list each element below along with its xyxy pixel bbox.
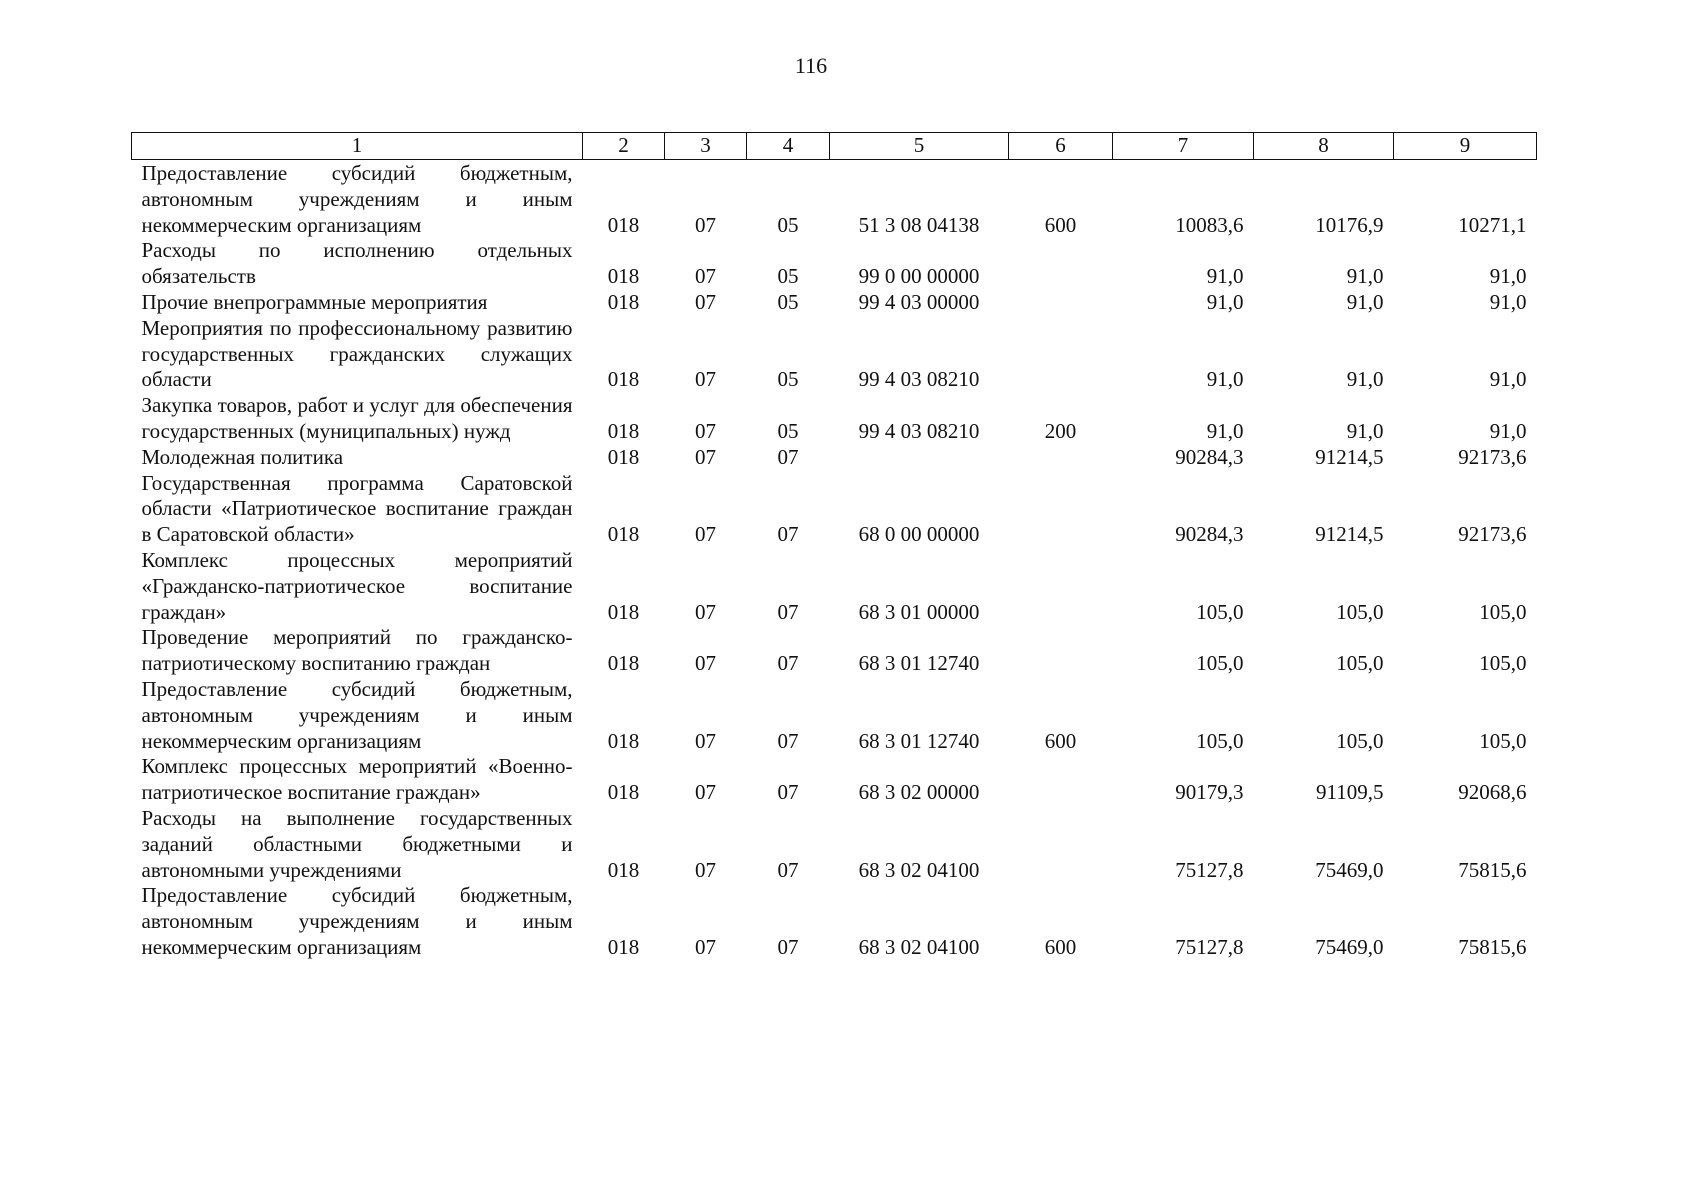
header-col-8: 8	[1254, 133, 1394, 160]
row-expense-type	[1009, 625, 1113, 677]
row-subsection: 07	[777, 934, 799, 959]
row-name: Предоставление субсидий бюджетным, автономным учреждениям и иным некоммерческим организациям	[141, 883, 573, 959]
row-amount-col-8: 10176,9	[1315, 212, 1384, 237]
row-amount-col-8: 91,0	[1346, 289, 1384, 314]
row-expense-type	[1009, 316, 1113, 393]
row-amount-col-8: 91214,5	[1315, 444, 1384, 469]
row-target-article: 68 3 02 00000	[858, 780, 980, 805]
row-amount-col-7: 105,0	[1196, 599, 1244, 624]
page-number: 116	[794, 53, 828, 78]
row-expense-type	[1009, 445, 1113, 471]
row-amount-col-7: 91,0	[1206, 264, 1244, 289]
header-col-4: 4	[747, 133, 830, 160]
row-target-article: 99 4 03 08210	[858, 367, 980, 392]
row-amount-col-8: 105,0	[1336, 599, 1384, 624]
row-section: 07	[695, 780, 716, 805]
row-amount-col-7: 90284,3	[1175, 444, 1244, 469]
row-target-article: 68 3 01 12740	[858, 728, 980, 753]
row-expense-type: 600	[1044, 728, 1077, 753]
table-row	[132, 548, 1537, 625]
row-ministry-code: 018	[607, 264, 640, 289]
table-row	[132, 445, 1537, 471]
table-row	[132, 160, 1537, 239]
row-amount-col-7: 91,0	[1206, 418, 1244, 443]
header-col-9: 9	[1394, 133, 1537, 160]
row-subsection: 07	[777, 728, 799, 753]
row-subsection: 05	[777, 289, 799, 314]
row-amount-col-9: 91,0	[1489, 289, 1527, 314]
header-col-5: 5	[830, 133, 1009, 160]
row-expense-type	[1009, 290, 1113, 316]
header-row	[132, 133, 1537, 160]
row-section: 07	[695, 934, 716, 959]
header-col-3: 3	[665, 133, 747, 160]
row-subsection: 07	[777, 599, 799, 624]
row-subsection: 07	[777, 780, 799, 805]
row-section: 07	[695, 444, 716, 469]
row-target-article: 68 3 01 12740	[858, 651, 980, 676]
row-target-article: 99 4 03 00000	[858, 289, 980, 314]
row-section: 07	[695, 522, 716, 547]
row-amount-col-8: 75469,0	[1315, 934, 1384, 959]
table-row	[132, 238, 1537, 290]
header-col-6: 6	[1009, 133, 1113, 160]
row-ministry-code: 018	[607, 444, 640, 469]
row-target-article: 99 0 00 00000	[858, 264, 980, 289]
row-name: Комплекс процессных мероприятий «Военно-патриотическое воспитание граждан»	[141, 754, 573, 805]
table-body	[132, 160, 1537, 961]
row-subsection: 07	[777, 651, 799, 676]
row-name: Комплекс процессных мероприятий «Гражданско-патриотическое воспитание граждан»	[141, 547, 573, 624]
row-ministry-code: 018	[607, 367, 640, 392]
row-amount-col-9: 92173,6	[1458, 444, 1527, 469]
row-subsection: 07	[777, 857, 799, 882]
header-col-7: 7	[1113, 133, 1254, 160]
row-name: Расходы на выполнение государственных заданий областными бюджетными и автономными учреждениями	[141, 805, 573, 882]
table-row	[132, 471, 1537, 548]
row-name: Закупка товаров, работ и услуг для обеспечения государственных (муниципальных) нужд	[141, 393, 573, 443]
table-row	[132, 316, 1537, 393]
row-name: Расходы по исполнению отдельных обязательств	[141, 238, 573, 289]
row-subsection: 05	[777, 212, 799, 237]
row-amount-col-7: 10083,6	[1175, 212, 1244, 237]
table-row	[132, 677, 1537, 754]
row-target-article: 68 0 00 00000	[858, 522, 980, 547]
row-expense-type: 200	[1044, 418, 1077, 443]
row-subsection: 07	[777, 522, 799, 547]
row-amount-col-9: 105,0	[1479, 651, 1527, 676]
row-amount-col-9: 105,0	[1479, 599, 1527, 624]
table-header	[132, 133, 1537, 160]
row-name: Мероприятия по профессиональному развитию государственных гражданских служащих области	[141, 315, 573, 392]
row-amount-col-9: 75815,6	[1458, 857, 1527, 882]
row-amount-col-9: 75815,6	[1458, 934, 1527, 959]
header-col-2: 2	[583, 133, 665, 160]
row-name: Проведение мероприятий по гражданско-патриотическому воспитанию граждан	[141, 625, 573, 676]
row-amount-col-9: 92173,6	[1458, 522, 1527, 547]
row-target-article: 68 3 02 04100	[858, 934, 980, 959]
row-section: 07	[695, 599, 716, 624]
row-section: 07	[695, 651, 716, 676]
budget-table	[131, 132, 1537, 961]
header-col-1: 1	[132, 133, 583, 160]
row-subsection: 05	[777, 264, 799, 289]
row-subsection: 05	[777, 367, 799, 392]
row-target-article: 51 3 08 04138	[858, 212, 980, 237]
row-amount-col-8: 105,0	[1336, 728, 1384, 753]
row-name: Предоставление субсидий бюджетным, автономным учреждениям и иным некоммерческим организациям	[141, 676, 573, 753]
row-expense-type	[1009, 754, 1113, 806]
row-amount-col-9: 105,0	[1479, 728, 1527, 753]
row-amount-col-7: 90284,3	[1175, 522, 1244, 547]
row-amount-col-7: 91,0	[1206, 289, 1244, 314]
row-amount-col-8: 91214,5	[1315, 522, 1384, 547]
row-amount-col-8: 91,0	[1346, 418, 1384, 443]
row-section: 07	[695, 264, 716, 289]
row-target-article: 68 3 01 00000	[858, 599, 980, 624]
row-amount-col-7: 105,0	[1196, 728, 1244, 753]
row-name: Государственная программа Саратовской области «Патриотическое воспитание граждан в Саратовской области»	[141, 470, 573, 547]
row-section: 07	[695, 418, 716, 443]
row-expense-type: 600	[1044, 934, 1077, 959]
row-target-article: 68 3 02 04100	[858, 857, 980, 882]
row-ministry-code: 018	[607, 728, 640, 753]
table-row	[132, 754, 1537, 806]
row-ministry-code: 018	[607, 212, 640, 237]
row-amount-col-7: 91,0	[1206, 367, 1244, 392]
table-row	[132, 625, 1537, 677]
row-ministry-code: 018	[607, 289, 640, 314]
row-amount-col-8: 105,0	[1336, 651, 1384, 676]
table-row	[132, 393, 1537, 445]
row-name: Прочие внепрограммные мероприятия	[141, 289, 488, 314]
row-subsection: 05	[777, 418, 799, 443]
row-ministry-code: 018	[607, 522, 640, 547]
row-section: 07	[695, 367, 716, 392]
row-target-article	[830, 445, 1009, 471]
row-target-article: 99 4 03 08210	[858, 418, 980, 443]
row-ministry-code: 018	[607, 599, 640, 624]
row-amount-col-8: 91,0	[1346, 367, 1384, 392]
row-ministry-code: 018	[607, 418, 640, 443]
row-amount-col-9: 10271,1	[1458, 212, 1527, 237]
table-row	[132, 290, 1537, 316]
row-name: Предоставление субсидий бюджетным, автономным учреждениям и иным некоммерческим организациям	[141, 161, 573, 237]
row-name: Молодежная политика	[141, 444, 344, 469]
row-amount-col-8: 75469,0	[1315, 857, 1384, 882]
row-amount-col-9: 91,0	[1489, 264, 1527, 289]
row-subsection: 07	[777, 444, 799, 469]
row-expense-type	[1009, 548, 1113, 625]
row-amount-col-8: 91,0	[1346, 264, 1384, 289]
row-ministry-code: 018	[607, 780, 640, 805]
row-expense-type	[1009, 806, 1113, 883]
table-row	[132, 883, 1537, 960]
row-expense-type: 600	[1044, 212, 1077, 237]
row-amount-col-9: 91,0	[1489, 367, 1527, 392]
row-expense-type	[1009, 238, 1113, 290]
row-amount-col-7: 75127,8	[1175, 857, 1244, 882]
row-section: 07	[695, 289, 716, 314]
row-amount-col-7: 75127,8	[1175, 934, 1244, 959]
table-row	[132, 806, 1537, 883]
row-amount-col-8: 91109,5	[1316, 780, 1384, 805]
row-section: 07	[695, 857, 716, 882]
row-amount-col-9: 92068,6	[1458, 780, 1527, 805]
row-section: 07	[695, 212, 716, 237]
row-amount-col-7: 105,0	[1196, 651, 1244, 676]
row-section: 07	[695, 728, 716, 753]
row-amount-col-9: 91,0	[1489, 418, 1527, 443]
row-ministry-code: 018	[607, 857, 640, 882]
row-amount-col-7: 90179,3	[1175, 780, 1244, 805]
row-ministry-code: 018	[607, 651, 640, 676]
row-ministry-code: 018	[607, 934, 640, 959]
row-expense-type	[1009, 471, 1113, 548]
